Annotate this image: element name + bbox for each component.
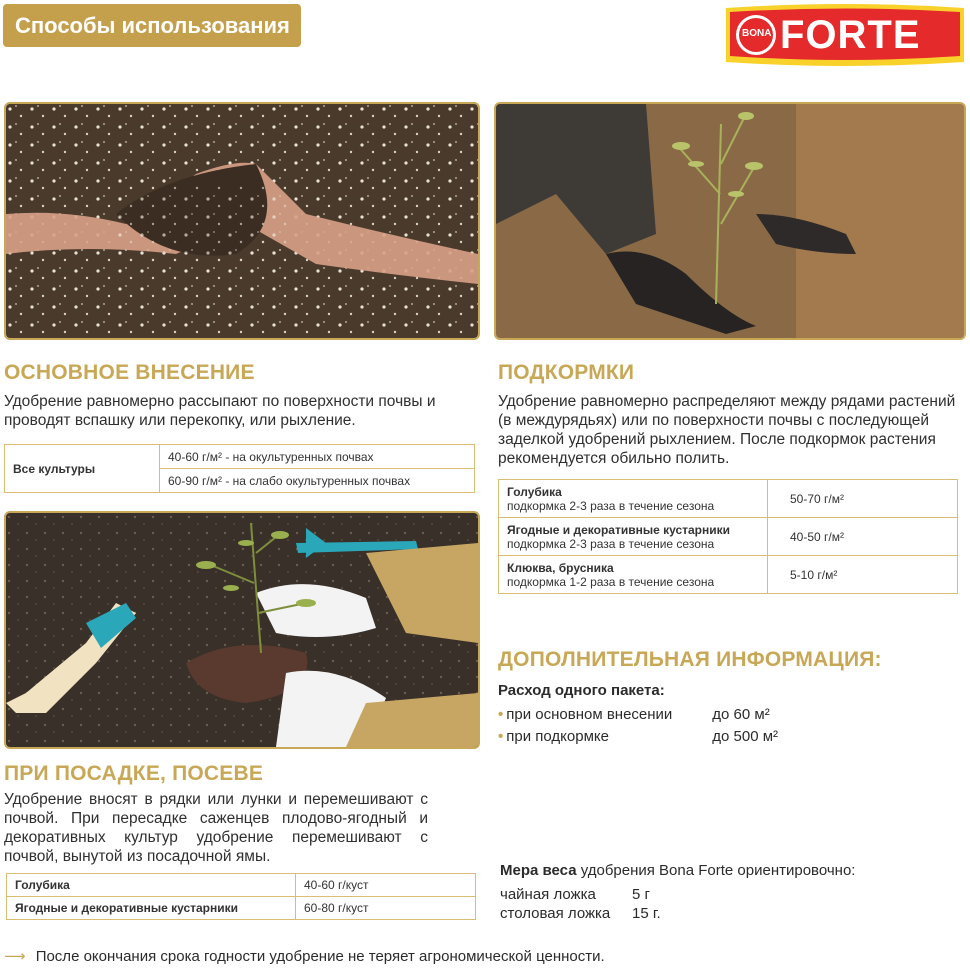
- measure-name: столовая ложка: [500, 905, 611, 922]
- consumption-item-value: до 60 м²: [712, 706, 770, 723]
- planting-heading: ПРИ ПОСАДКЕ, ПОСЕВЕ: [4, 762, 264, 785]
- feeding-rate: 5-10 г/м²: [768, 556, 958, 594]
- list-item: [498, 704, 778, 726]
- arrow-right-icon: ⟶: [4, 948, 26, 965]
- measure-label-rest: удобрения Bona Forte ориентировочно:: [580, 862, 856, 879]
- measure-value: 15 г.: [632, 905, 661, 922]
- list-item: [498, 726, 778, 748]
- feeding-crop: Голубика: [507, 484, 562, 499]
- extra-heading: ДОПОЛНИТЕЛЬНАЯ ИНФОРМАЦИЯ:: [498, 648, 882, 671]
- logo-main-text: FORTE: [780, 13, 921, 57]
- basic-table: [4, 444, 475, 493]
- consumption-item-label: при подкормке: [506, 728, 609, 745]
- feeding-crop: Клюква, брусника: [507, 560, 614, 575]
- measure-list: [500, 885, 661, 923]
- feeding-text: Удобрение равномерно распределяют между рядами растений (в междурядьях) или по поверхности почвы с последующей заделкой удобрений рыхлением. После подкормок растения рекомендуется обильно полить.: [498, 393, 956, 467]
- consumption-item-label: при основном внесении: [506, 706, 673, 723]
- planting-crop: Ягодные и декоративные кустарники: [7, 897, 296, 920]
- measure-name: чайная ложка: [500, 886, 596, 903]
- table-row: [7, 874, 476, 897]
- logo-small-text: BONA: [742, 28, 772, 39]
- footer-note: [4, 947, 605, 965]
- table-row: [499, 480, 958, 518]
- measure-label-bold: Мера веса: [500, 862, 577, 879]
- soil-hands-photo: [4, 102, 480, 340]
- list-item: [500, 885, 661, 904]
- footer-text: После окончания срока годности удобрение не теряет агрономической ценности.: [35, 948, 605, 965]
- measure-value: 5 г: [632, 886, 650, 903]
- planting-gloves-photo: [494, 102, 966, 340]
- basic-text: Удобрение равномерно рассыпают по поверхности почвы и проводят вспашку или перекопку, или рыхление.: [4, 393, 436, 429]
- feeding-heading: ПОДКОРМКИ: [498, 361, 635, 384]
- brand-logo: [722, 4, 968, 66]
- feeding-table: [498, 479, 958, 594]
- measure-heading: [500, 862, 855, 879]
- list-item: [500, 904, 661, 923]
- feeding-note: подкормка 1-2 раза в течение сезона: [507, 574, 715, 589]
- basic-crop-cell: Все культуры: [5, 445, 160, 493]
- planting-rate: 60-80 г/куст: [296, 897, 476, 920]
- feeding-note: подкормка 2-3 раза в течение сезона: [507, 498, 715, 513]
- feeding-rate: 50-70 г/м²: [768, 480, 958, 518]
- planting-crop: Голубика: [7, 874, 296, 897]
- table-row: [499, 556, 958, 594]
- basic-heading: ОСНОВНОЕ ВНЕСЕНИЕ: [4, 361, 255, 384]
- consumption-list: [498, 704, 778, 748]
- planting-rate: 40-60 г/куст: [296, 874, 476, 897]
- feeding-crop: Ягодные и декоративные кустарники: [507, 522, 731, 537]
- planting-text: Удобрение вносят в рядки или лунки и перемешивают с почвой. При пересадке саженцев плодово-ягодный и декоративных культур удобрение перемешивают с почвой, вынутой из посадочной ямы.: [4, 791, 428, 865]
- consumption-item-value: до 500 м²: [712, 728, 779, 745]
- consumption-label: Расход одного пакета:: [498, 682, 665, 699]
- bullet-icon: •: [498, 728, 504, 745]
- seedling-planting-photo: [4, 511, 480, 749]
- page-title: Способы использования: [3, 4, 301, 47]
- feeding-rate: 40-50 г/м²: [768, 518, 958, 556]
- table-row: [7, 897, 476, 920]
- table-row: [499, 518, 958, 556]
- feeding-note: подкормка 2-3 раза в течение сезона: [507, 536, 715, 551]
- planting-table: [6, 873, 476, 920]
- basic-rate-cell: 40-60 г/м² - на окультуренных почвах: [160, 445, 475, 469]
- basic-rate-cell: 60-90 г/м² - на слабо окультуренных почвах: [160, 469, 475, 493]
- bullet-icon: •: [498, 706, 504, 723]
